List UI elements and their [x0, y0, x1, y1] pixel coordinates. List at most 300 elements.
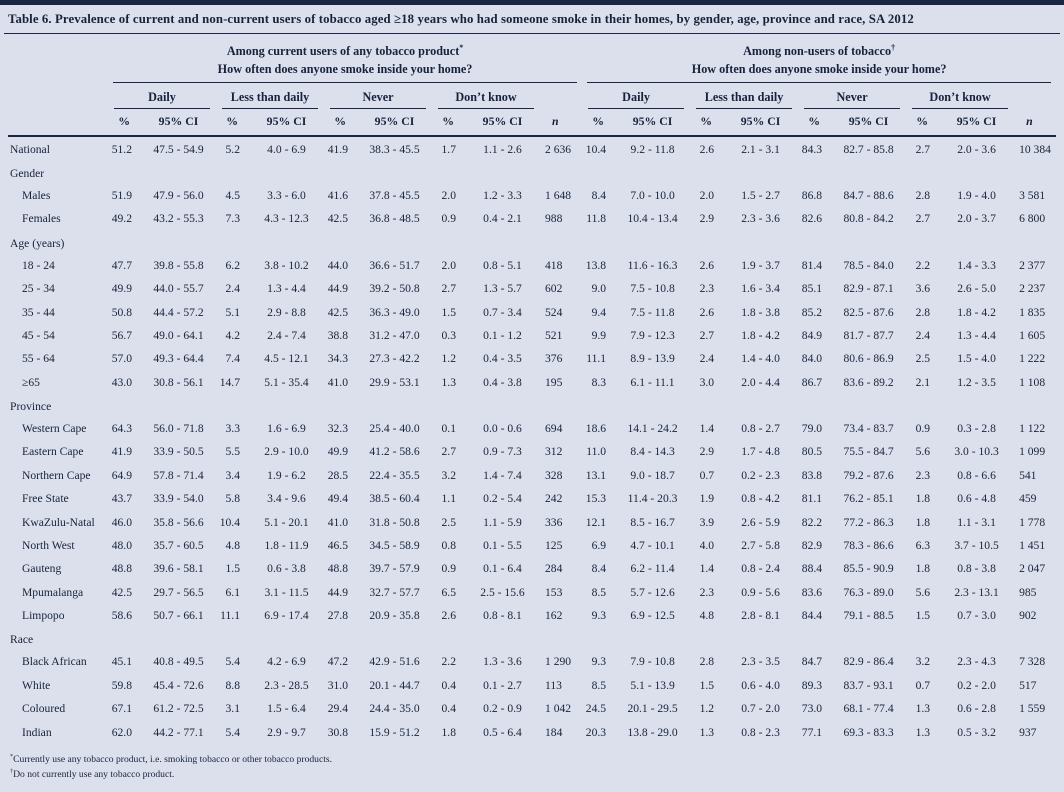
cell-left-ci-1: 44.0 - 55.7: [153, 282, 204, 296]
cell-right-ci-7: 0.6 - 4.8: [957, 492, 996, 506]
cell-left-pct-6: 1.8: [441, 725, 456, 739]
cell-left-ci-5: 38.5 - 60.4: [369, 492, 420, 506]
cell-right-ci-1: 11.6 - 16.3: [627, 258, 678, 272]
cell-left-n-8: 988: [545, 212, 563, 226]
cell-left-pct-6: 2.7: [441, 445, 456, 459]
cell-left-ci-7: 0.8 - 8.1: [483, 609, 522, 622]
cell-right-pct-4: 73.0: [801, 702, 823, 716]
cell-left-pct-2: 10.4: [219, 515, 240, 529]
cell-right-ci-1: 6.9 - 12.5: [630, 609, 675, 622]
cell-left-pct-0: 43.0: [111, 375, 132, 389]
col-header-pct: %: [690, 109, 723, 136]
cell-right-ci-7: 0.5 - 3.2: [957, 725, 996, 739]
cell-right-ci-3: 0.8 - 2.3: [741, 725, 780, 739]
cell-right-ci-1: 7.5 - 10.8: [630, 282, 675, 296]
cell-left-ci-7: 1.3 - 5.7: [483, 282, 522, 296]
cell-left-ci-5: 24.4 - 35.0: [369, 702, 420, 716]
cell-left-ci-7: 1.2 - 3.3: [483, 189, 522, 202]
cell-left-n-8: 162: [545, 609, 563, 622]
cell-left-ci-3: 5.1 - 35.4: [264, 375, 309, 389]
cell-left-pct-2: 6.2: [225, 258, 240, 272]
cell-right-pct-2: 1.4: [699, 562, 715, 576]
table-row: [8, 510, 1056, 533]
cell-left-pct-4: 48.8: [327, 562, 348, 576]
cell-right-pct-4: 84.7: [801, 655, 823, 669]
cell-right-n-8: 1 559: [1019, 702, 1046, 716]
cell-left-pct-6: 2.0: [441, 189, 456, 202]
table-row: [8, 557, 1056, 580]
empty-cell: [540, 83, 582, 109]
cell-left-ci-1: 61.2 - 72.5: [153, 702, 204, 716]
cell-right-ci-1: 9.0 - 18.7: [630, 468, 675, 482]
cell-right-ci-5: 82.9 - 86.4: [843, 655, 894, 669]
cell-right-ci-1: 8.9 - 13.9: [630, 352, 675, 366]
cell-left-ci-3: 1.5 - 6.4: [267, 702, 306, 716]
cell-left-ci-3: 3.1 - 11.5: [264, 585, 309, 599]
row-label: 25 - 34: [22, 282, 55, 296]
cell-right-pct-2: 2.6: [699, 258, 715, 272]
category-header-row: [8, 83, 1056, 109]
cell-left-ci-3: 3.3 - 6.0: [267, 189, 306, 202]
cell-right-pct-4: 84.4: [801, 609, 823, 622]
cell-left-pct-0: 56.7: [111, 328, 132, 342]
group-header-nonusers-question: How often does anyone smoke inside your home?: [691, 61, 947, 76]
cell-left-ci-1: 45.4 - 72.6: [153, 678, 204, 692]
cell-left-pct-4: 41.0: [327, 515, 348, 529]
cell-left-ci-5: 39.7 - 57.9: [369, 562, 420, 576]
cell-right-pct-4: 84.0: [801, 352, 823, 366]
row-label: Northern Cape: [22, 468, 91, 482]
group-header-current-text: Among current users of any tobacco product: [226, 44, 460, 59]
cell-left-pct-4: 28.5: [327, 468, 348, 482]
cell-right-ci-3: 1.8 - 4.2: [741, 328, 780, 342]
group-header-nonusers-text: Among non-users of tobacco: [743, 44, 892, 59]
corner-cell: [8, 36, 108, 83]
col-header-pct: %: [582, 109, 615, 136]
cell-right-ci-5: 80.8 - 84.2: [843, 212, 894, 226]
cell-left-pct-6: 3.2: [441, 468, 456, 482]
category-dont-know-right: Don’t know: [906, 83, 1014, 109]
cell-left-ci-7: 0.1 - 1.2: [483, 328, 522, 342]
cell-left-ci-7: 0.5 - 6.4: [483, 725, 522, 739]
cell-right-ci-5: 69.3 - 83.3: [843, 725, 894, 739]
cell-right-ci-5: 82.9 - 87.1: [843, 282, 894, 296]
cell-right-pct-4: 82.2: [801, 515, 823, 529]
cell-right-ci-7: 1.1 - 3.1: [957, 515, 996, 529]
cell-right-ci-5: 76.2 - 85.1: [843, 492, 894, 506]
row-label: 55 - 64: [22, 352, 55, 366]
cell-right-pct-4: 82.6: [801, 212, 823, 226]
cell-left-pct-4: 41.6: [327, 189, 348, 202]
cell-left-ci-7: 0.4 - 2.1: [483, 212, 522, 226]
cell-right-pct-0: 13.1: [585, 468, 607, 482]
cell-left-ci-5: 29.9 - 53.1: [369, 375, 420, 389]
col-header-pct: %: [798, 109, 831, 136]
cell-left-n-8: 694: [545, 422, 563, 435]
cell-left-pct-0: 49.2: [111, 212, 132, 226]
cell-left-n-8: 1 648: [545, 189, 572, 202]
col-header-ci: 95% CI: [615, 109, 690, 136]
cell-left-pct-2: 5.4: [225, 725, 240, 739]
table-row: [8, 300, 1056, 323]
cell-right-pct-0: 8.4: [591, 189, 607, 202]
cell-right-ci-7: 2.6 - 5.0: [957, 282, 996, 296]
cell-left-pct-4: 42.5: [327, 212, 348, 226]
cell-left-ci-5: 20.1 - 44.7: [369, 678, 420, 692]
cell-left-ci-3: 0.6 - 3.8: [267, 562, 306, 576]
cell-right-n-8: 2 377: [1019, 258, 1046, 272]
cell-left-ci-3: 2.9 - 8.8: [267, 305, 306, 319]
cell-left-pct-0: 67.1: [111, 702, 132, 716]
cell-left-pct-2: 5.1: [225, 305, 240, 319]
cell-left-pct-6: 2.2: [441, 655, 456, 669]
cell-left-n-8: 521: [545, 328, 563, 342]
cell-right-ci-1: 20.1 - 29.5: [627, 702, 678, 716]
cell-left-pct-4: 47.2: [327, 655, 348, 669]
cell-right-ci-3: 0.6 - 4.0: [741, 678, 780, 692]
cell-left-ci-3: 2.9 - 10.0: [264, 445, 309, 459]
cell-right-ci-1: 5.7 - 12.6: [630, 585, 675, 599]
cell-left-pct-6: 2.7: [441, 282, 456, 296]
cell-right-pct-6: 2.8: [915, 189, 931, 202]
cell-left-pct-2: 2.4: [225, 282, 240, 296]
cell-right-ci-1: 7.5 - 11.8: [630, 305, 675, 319]
cell-left-ci-3: 4.2 - 6.9: [267, 655, 306, 669]
col-header-ci: 95% CI: [831, 109, 906, 136]
cell-left-ci-5: 32.7 - 57.7: [369, 585, 420, 599]
cell-left-pct-4: 46.5: [327, 538, 348, 552]
category-less-than-daily-left: Less than daily: [216, 83, 324, 109]
cell-right-ci-3: 1.9 - 3.7: [741, 258, 780, 272]
cell-right-ci-1: 4.7 - 10.1: [630, 538, 675, 552]
cell-right-pct-0: 11.1: [586, 352, 607, 366]
cell-left-n-8: 153: [545, 585, 563, 599]
cell-right-ci-3: 2.6 - 5.9: [741, 515, 780, 529]
cell-left-pct-4: 30.8: [327, 725, 348, 739]
cell-right-ci-7: 2.3 - 13.1: [954, 585, 999, 599]
cell-left-pct-4: 41.9: [327, 142, 348, 156]
group-label: Age (years): [10, 236, 65, 250]
cell-right-pct-0: 11.8: [586, 212, 607, 226]
cell-left-ci-5: 38.3 - 45.5: [369, 142, 420, 156]
cell-left-n-8: 195: [545, 375, 563, 389]
cell-right-pct-0: 24.5: [585, 702, 607, 716]
cell-left-ci-5: 41.2 - 58.6: [369, 445, 420, 459]
cell-left-ci-1: 29.7 - 56.5: [153, 585, 204, 599]
cell-right-pct-2: 4.8: [699, 609, 715, 622]
cell-right-ci-3: 0.8 - 2.4: [741, 562, 780, 576]
col-header-n: n: [540, 109, 582, 136]
cell-right-ci-7: 1.9 - 4.0: [957, 189, 996, 202]
cell-left-ci-1: 39.6 - 58.1: [153, 562, 204, 576]
table-row: [8, 347, 1056, 370]
cell-left-ci-1: 50.7 - 66.1: [153, 609, 204, 622]
cell-right-ci-1: 6.1 - 11.1: [630, 375, 675, 389]
cell-right-pct-2: 2.7: [699, 328, 715, 342]
group-row: [8, 231, 1056, 254]
cell-left-ci-1: 44.4 - 57.2: [153, 305, 204, 319]
cell-right-n-8: 459: [1019, 492, 1037, 506]
cell-right-n-8: 541: [1019, 468, 1037, 482]
cell-left-ci-5: 39.2 - 50.8: [369, 282, 420, 296]
cell-right-ci-1: 10.4 - 13.4: [627, 212, 678, 226]
cell-right-pct-0: 9.3: [591, 655, 607, 669]
cell-right-pct-0: 9.3: [591, 609, 607, 622]
cell-left-pct-2: 4.5: [225, 189, 240, 202]
cell-right-n-8: 985: [1019, 585, 1037, 599]
cell-right-ci-7: 2.0 - 3.7: [957, 212, 996, 226]
cell-right-ci-3: 2.1 - 3.1: [741, 142, 780, 156]
row-label: Indian: [22, 725, 52, 739]
row-label: White: [22, 678, 51, 692]
cell-right-ci-7: 3.0 - 10.3: [954, 445, 999, 459]
cell-right-n-8: 517: [1019, 678, 1037, 692]
table-body: [8, 136, 1056, 743]
cell-left-pct-0: 62.0: [111, 725, 132, 739]
col-header-ci: 95% CI: [141, 109, 216, 136]
group-label: Gender: [10, 166, 45, 180]
cell-left-ci-7: 0.4 - 3.8: [483, 375, 522, 389]
category-never-right: Never: [798, 83, 906, 109]
cell-right-ci-7: 0.2 - 2.0: [957, 678, 996, 692]
cell-left-n-8: 1 042: [545, 702, 572, 716]
footnotes: [0, 744, 1064, 783]
empty-cell: [8, 109, 108, 136]
cell-left-ci-1: 57.8 - 71.4: [153, 468, 204, 482]
row-label: Mpumalanga: [22, 585, 84, 599]
cell-right-pct-6: 0.9: [915, 422, 931, 435]
cell-right-pct-6: 2.2: [915, 258, 931, 272]
cell-right-pct-0: 8.5: [591, 585, 607, 599]
cell-left-ci-3: 1.8 - 11.9: [264, 538, 309, 552]
cell-left-n-8: 1 290: [545, 655, 572, 669]
cell-left-pct-2: 5.2: [225, 142, 240, 156]
col-header-pct: %: [216, 109, 249, 136]
cell-left-pct-6: 6.5: [441, 585, 456, 599]
cell-right-pct-4: 83.6: [801, 585, 823, 599]
cell-right-pct-4: 79.0: [801, 422, 823, 435]
cell-right-ci-5: 77.2 - 86.3: [843, 515, 894, 529]
cell-right-pct-2: 2.3: [699, 585, 715, 599]
row-label: Eastern Cape: [22, 445, 84, 459]
cell-right-ci-7: 3.7 - 10.5: [954, 538, 999, 552]
cell-right-ci-1: 14.1 - 24.2: [627, 422, 678, 435]
cell-right-n-8: 902: [1019, 609, 1037, 622]
cell-left-ci-5: 25.4 - 40.0: [369, 422, 420, 435]
cell-left-pct-4: 44.9: [327, 282, 348, 296]
cell-left-ci-3: 4.5 - 12.1: [264, 352, 309, 366]
cell-right-pct-6: 2.3: [915, 468, 931, 482]
cell-right-ci-1: 6.2 - 11.4: [630, 562, 675, 576]
cell-right-n-8: 1 778: [1019, 515, 1046, 529]
cell-left-ci-3: 3.8 - 10.2: [264, 258, 309, 272]
cell-right-ci-7: 1.3 - 4.4: [957, 328, 996, 342]
cell-left-n-8: 184: [545, 725, 563, 739]
cell-right-pct-4: 85.2: [801, 305, 823, 319]
cell-left-pct-6: 2.6: [441, 609, 456, 622]
cell-right-pct-6: 1.3: [915, 725, 931, 739]
cell-left-pct-4: 49.9: [327, 445, 348, 459]
row-label: KwaZulu-Natal: [22, 515, 95, 529]
group-header-row: [8, 36, 1056, 83]
cell-right-ci-5: 81.7 - 87.7: [843, 328, 894, 342]
cell-right-pct-4: 77.1: [801, 725, 823, 739]
table-row: [8, 650, 1056, 673]
row-label: 18 - 24: [22, 258, 55, 272]
cell-right-pct-4: 81.4: [801, 258, 823, 272]
footnote-marker-dagger: †: [891, 43, 896, 52]
cell-left-ci-3: 1.3 - 4.4: [267, 282, 306, 296]
cell-left-pct-0: 48.0: [111, 538, 132, 552]
cell-left-pct-4: 38.8: [327, 328, 348, 342]
cell-left-ci-1: 35.8 - 56.6: [153, 515, 204, 529]
group-header-non-users: [582, 36, 1056, 83]
cell-left-ci-7: 1.4 - 7.4: [483, 468, 522, 482]
cell-left-pct-0: 58.6: [111, 609, 132, 622]
cell-right-pct-0: 20.3: [585, 725, 607, 739]
cell-right-ci-5: 82.5 - 87.6: [843, 305, 894, 319]
cell-left-ci-5: 36.3 - 49.0: [369, 305, 420, 319]
table-row: [8, 277, 1056, 300]
cell-right-pct-4: 84.3: [801, 142, 823, 156]
cell-right-ci-3: 0.7 - 2.0: [741, 702, 780, 716]
cell-left-ci-7: 0.4 - 3.5: [483, 352, 522, 366]
cell-right-pct-2: 2.9: [699, 445, 715, 459]
cell-right-pct-0: 11.0: [586, 445, 607, 459]
cell-left-pct-6: 0.8: [441, 538, 456, 552]
table-row: [8, 136, 1056, 160]
cell-left-pct-0: 48.8: [111, 562, 132, 576]
cell-left-pct-0: 46.0: [111, 515, 132, 529]
cell-left-ci-1: 39.8 - 55.8: [153, 258, 204, 272]
cell-left-pct-4: 31.0: [327, 678, 348, 692]
cell-left-ci-1: 43.2 - 55.3: [153, 212, 204, 226]
cell-right-ci-5: 78.5 - 84.0: [843, 258, 894, 272]
cell-right-ci-7: 1.8 - 4.2: [957, 305, 996, 319]
cell-left-pct-6: 0.4: [441, 702, 456, 716]
col-header-ci: 95% CI: [249, 109, 324, 136]
table-row: [8, 324, 1056, 347]
cell-right-ci-1: 7.9 - 12.3: [630, 328, 675, 342]
cell-right-pct-0: 8.3: [591, 375, 607, 389]
cell-right-ci-5: 85.5 - 90.9: [843, 562, 894, 576]
cell-right-ci-7: 0.3 - 2.8: [957, 422, 996, 435]
cell-right-ci-3: 2.3 - 3.6: [741, 212, 780, 226]
cell-left-ci-5: 27.3 - 42.2: [369, 352, 420, 366]
cell-left-pct-6: 2.5: [441, 515, 456, 529]
row-label: Black African: [22, 655, 87, 669]
cell-left-pct-2: 5.5: [225, 445, 240, 459]
col-header-pct: %: [432, 109, 465, 136]
cell-right-pct-6: 5.6: [915, 445, 931, 459]
cell-left-pct-6: 0.4: [441, 678, 456, 692]
cell-left-pct-0: 57.0: [111, 352, 132, 366]
page-title: Table 6. Prevalence of current and non-current users of tobacco aged ≥18 years who had someone smoke in their homes, by gender, age, province and race, SA 2012: [8, 12, 914, 26]
cell-left-ci-1: 49.0 - 64.1: [153, 328, 204, 342]
cell-left-pct-6: 0.9: [441, 212, 456, 226]
cell-right-pct-2: 1.3: [699, 725, 715, 739]
cell-right-ci-3: 2.8 - 8.1: [741, 609, 780, 622]
cell-left-pct-4: 49.4: [327, 492, 348, 506]
col-header-ci: 95% CI: [465, 109, 540, 136]
cell-left-pct-4: 44.0: [327, 258, 348, 272]
cell-left-ci-5: 37.8 - 45.5: [369, 189, 420, 202]
row-label: Western Cape: [22, 422, 87, 435]
cell-left-pct-4: 34.3: [327, 352, 348, 366]
cell-left-pct-0: 64.9: [111, 468, 132, 482]
cell-left-pct-0: 42.5: [111, 585, 132, 599]
cell-left-n-8: 242: [545, 492, 563, 506]
empty-cell: [8, 83, 108, 109]
row-label: North West: [22, 538, 75, 552]
cell-left-ci-1: 44.2 - 77.1: [153, 725, 204, 739]
cell-right-n-8: 1 099: [1019, 445, 1046, 459]
cell-right-ci-1: 11.4 - 20.3: [627, 492, 678, 506]
cell-right-pct-0: 10.4: [585, 142, 607, 156]
cell-left-ci-7: 2.5 - 15.6: [480, 585, 525, 599]
cell-left-ci-5: 36.8 - 48.5: [369, 212, 420, 226]
cell-left-ci-1: 56.0 - 71.8: [153, 422, 204, 435]
cell-left-ci-7: 0.1 - 2.7: [483, 678, 522, 692]
cell-left-pct-2: 6.1: [225, 585, 240, 599]
cell-right-n-8: 3 581: [1019, 189, 1046, 202]
cell-right-pct-2: 2.8: [699, 655, 715, 669]
cell-right-ci-5: 79.1 - 88.5: [843, 609, 894, 622]
cell-left-pct-2: 4.8: [225, 538, 240, 552]
group-row: [8, 161, 1056, 184]
category-never-left: Never: [324, 83, 432, 109]
cell-right-ci-1: 7.0 - 10.0: [630, 189, 675, 202]
cell-right-pct-0: 12.1: [585, 515, 607, 529]
col-header-pct: %: [108, 109, 141, 136]
cell-left-pct-0: 43.7: [111, 492, 132, 506]
cell-right-ci-3: 0.2 - 2.3: [741, 468, 780, 482]
cell-left-pct-2: 14.7: [219, 375, 240, 389]
cell-right-pct-6: 2.5: [915, 352, 931, 366]
cell-right-n-8: 2 047: [1019, 562, 1046, 576]
cell-right-ci-5: 80.6 - 86.9: [843, 352, 894, 366]
cell-right-pct-6: 1.5: [915, 609, 931, 622]
cell-left-pct-2: 3.3: [225, 422, 240, 435]
cell-left-n-8: 418: [545, 258, 563, 272]
cell-right-pct-0: 15.3: [585, 492, 607, 506]
cell-left-pct-2: 5.8: [225, 492, 240, 506]
cell-right-ci-7: 2.0 - 3.6: [957, 142, 996, 156]
col-header-ci: 95% CI: [723, 109, 798, 136]
group-label: Province: [10, 399, 52, 413]
table-row: [8, 720, 1056, 743]
cell-right-pct-2: 1.2: [699, 702, 715, 716]
cell-right-n-8: 1 108: [1019, 375, 1046, 389]
cell-left-pct-0: 51.2: [111, 142, 132, 156]
cell-right-ci-7: 0.7 - 3.0: [957, 609, 996, 622]
cell-left-pct-2: 3.4: [225, 468, 240, 482]
cell-right-ci-5: 84.7 - 88.6: [843, 189, 894, 202]
cell-left-n-8: 312: [545, 445, 563, 459]
cell-right-n-8: 6 800: [1019, 212, 1046, 226]
table-row: [8, 464, 1056, 487]
cell-right-pct-6: 1.8: [915, 492, 931, 506]
cell-right-pct-6: 3.6: [915, 282, 931, 296]
empty-cell: [1014, 83, 1056, 109]
cell-right-ci-3: 2.7 - 5.8: [741, 538, 780, 552]
row-label: ≥65: [22, 375, 40, 389]
cell-left-pct-6: 1.5: [441, 305, 456, 319]
cell-left-ci-1: 47.5 - 54.9: [153, 142, 204, 156]
cell-right-n-8: 1 222: [1019, 352, 1046, 366]
cell-left-ci-7: 0.9 - 7.3: [483, 445, 522, 459]
cell-right-pct-2: 0.7: [699, 468, 715, 482]
